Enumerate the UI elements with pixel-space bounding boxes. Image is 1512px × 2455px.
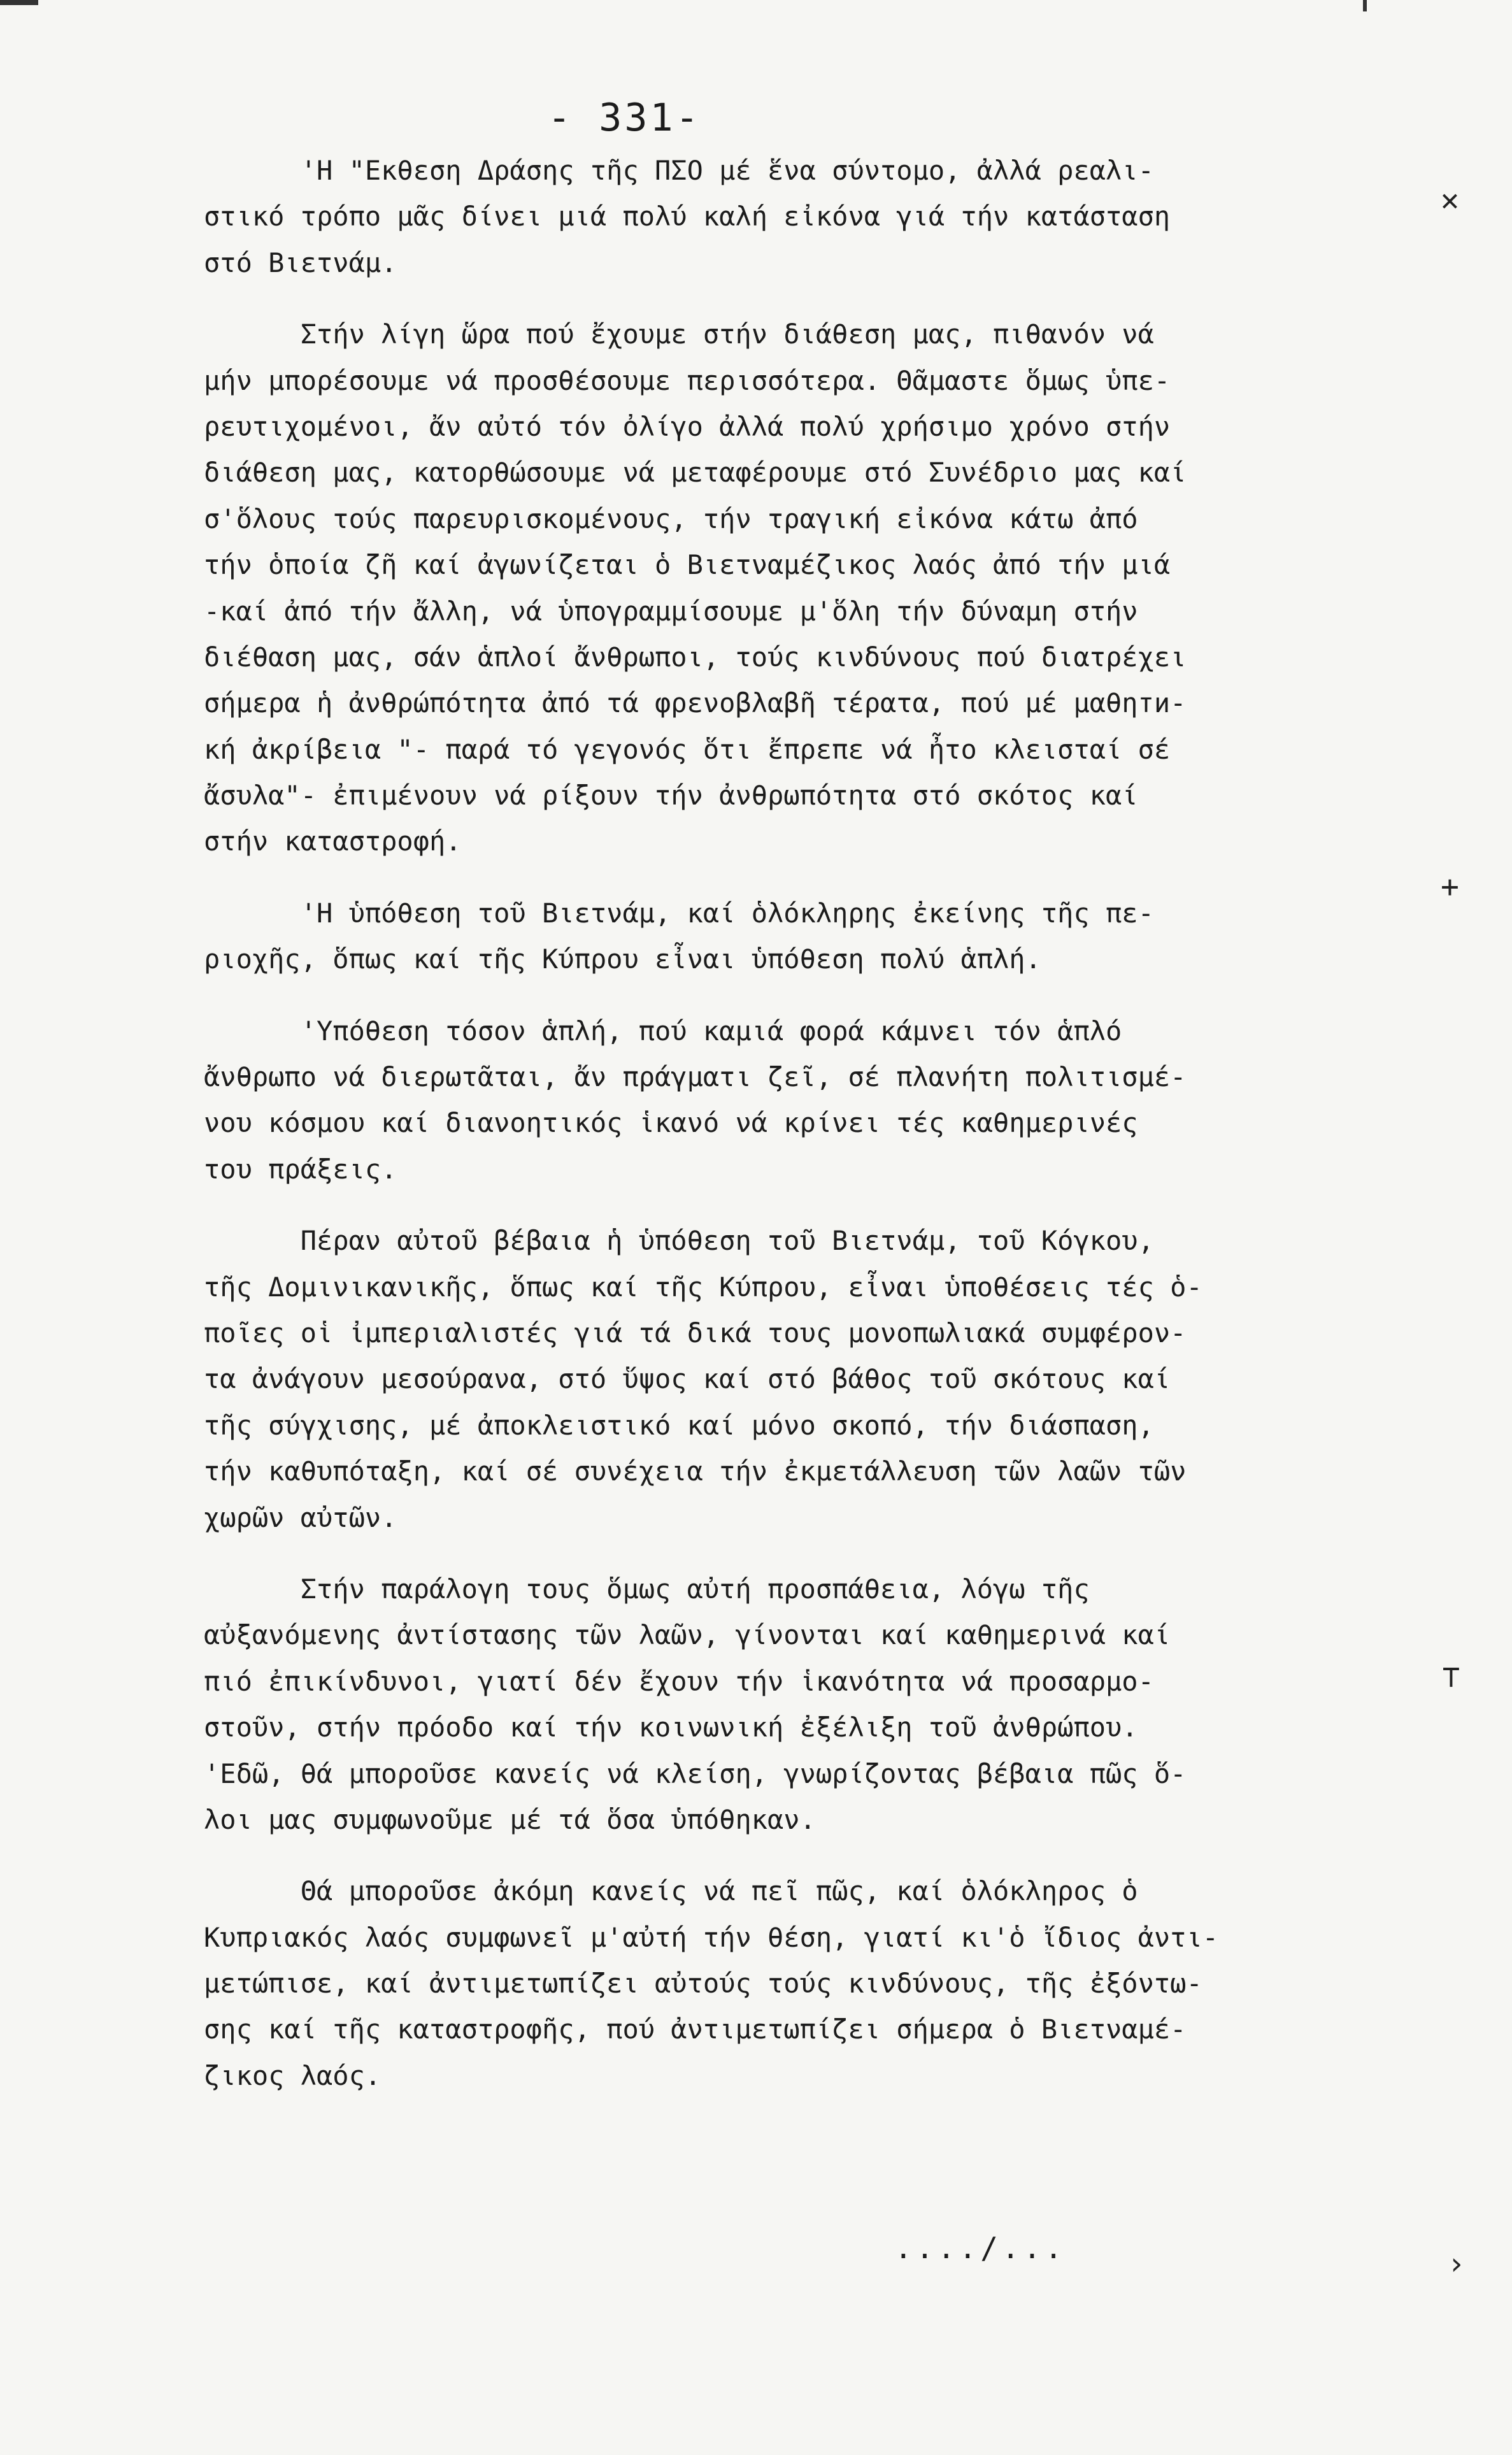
text-line: λοι μας συμφωνοῦμε μέ τά ὅσα ὑπόθηκαν.	[204, 1803, 816, 1835]
text-line: τήν ὁποία ζῆ καί ἀγωνίζεται ὁ Βιετναμέζικος λαός ἀπό τήν μιά	[204, 549, 1171, 581]
paragraph	[204, 1566, 1299, 1843]
text-line: διάθεση μας, κατορθώσουμε νά μεταφέρουμε στό Συνέδριο μας καί	[204, 457, 1187, 489]
text-line: 'Υπόθεση τόσον ἁπλή, πού καμιά φορά κάμνει τόν ἁπλό	[204, 1015, 1122, 1047]
paragraph-gap	[204, 983, 1299, 1008]
text-line: τήν καθυπόταξη, καί σέ συνέχεια τήν ἐκμετάλλευση τῶν λαῶν τῶν	[204, 1456, 1187, 1487]
scan-edge-mark	[0, 0, 38, 5]
paragraph	[204, 311, 1299, 865]
text-line: Στήν παράλογη τους ὅμως αὐτή προσπάθεια, λόγω τῆς	[204, 1573, 1090, 1605]
text-line: 'Η "Εκθεση Δράσης τῆς ΠΣΟ μέ ἕνα σύντομο, ἀλλά ρεαλι-	[204, 155, 1154, 186]
paragraph	[204, 1008, 1299, 1193]
paragraph-gap	[204, 865, 1299, 891]
paragraph	[204, 1218, 1299, 1541]
text-line: ρευτιχομένοι, ἄν αὐτό τόν ὀλίγο ἀλλά πολύ χρήσιμο χρόνο στήν	[204, 410, 1171, 442]
margin-mark: ⊤	[1442, 1659, 1460, 1694]
text-line: 'Η ὑπόθεση τοῦ Βιετνάμ, καί ὁλόκληρης ἐκείνης τῆς πε-	[204, 897, 1154, 929]
text-line: 'Εδῶ, θά μποροῦσε κανείς νά κλείση, γνωρίζοντας βέβαια πῶς ὅ-	[204, 1757, 1187, 1789]
text-line: σης καί τῆς καταστροφῆς, πού ἀντιμετωπίζει σήμερα ὁ Βιετναμέ-	[204, 2014, 1187, 2045]
text-line: Θά μποροῦσε ἀκόμη κανείς νά πεῖ πῶς, καί ὁλόκληρος ὁ	[204, 1875, 1138, 1907]
text-line: σήμερα ἡ ἀνθρώπότητα ἀπό τά φρενοβλαβῆ τέρατα, πού μέ μαθηти-	[204, 687, 1187, 719]
text-line: Πέραν αὐτοῦ βέβαια ἡ ὑπόθεση τοῦ Βιετνάμ, τοῦ Κόγκου,	[204, 1225, 1154, 1257]
text-line: σ'ὅλους τούς παρευρισκομένους, τήν τραγική εἰκόνα κάτω ἀπό	[204, 503, 1138, 534]
margin-mark: ✕	[1441, 182, 1459, 218]
text-line: αὐξανόμενης ἀντίστασης τῶν λαῶν, γίνονται καί καθημερινά καί	[204, 1619, 1171, 1651]
text-line: Στήν λίγη ὥρα πού ἔχουμε στήν διάθεση μας, πιθανόν νά	[204, 319, 1154, 350]
document-body	[204, 148, 1299, 2099]
margin-mark: +	[1441, 869, 1459, 905]
text-line: ἄσυλα"- ἐπιμένουν νά ρίξουν τήν ἀνθρωπότητα στό σκότος καί	[204, 780, 1138, 812]
text-line: -καί ἀπό τήν ἄλλη, νά ὑπογραμμίσουμε μ'ὅλη τήν δύναμη στήν	[204, 595, 1138, 627]
scan-edge-mark	[1363, 0, 1367, 11]
text-line: διέθαση μας, σάν ἁπλοί ἄνθρωποι, τούς κινδύνους πού διατρέχει	[204, 641, 1187, 673]
text-line: τῆς Δομινικανικῆς, ὅπως καί τῆς Κύπρου, εἶναι ὑποθέσεις τές ὁ-	[204, 1271, 1202, 1303]
paragraph-gap	[204, 1843, 1299, 1868]
text-line: τῆς σύγχισης, μέ ἀποκλειστικό καί μόνο σκοπό, τήν διάσπαση,	[204, 1409, 1154, 1441]
paragraph	[204, 148, 1299, 286]
paragraph-gap	[204, 1541, 1299, 1566]
text-line: πιό ἐπικίνδυνοι, γιατί δέν ἔχουν τήν ἱκανότητα νά προσαρμο-	[204, 1665, 1154, 1697]
text-line: στό Βιετνάμ.	[204, 247, 397, 278]
text-line: Κυπριακός λαός συμφωνεῖ μ'αὐτή τήν θέση, γιατί κι'ὁ ἴδιος ἀντι-	[204, 1921, 1219, 1953]
text-line: ριοχῆς, ὅπως καί τῆς Κύπρου εἶναι ὑπόθεση πολύ ἁπλή.	[204, 943, 1041, 975]
text-line: νου κόσμου καί διανοητικός ἱκανό νά κρίνει τές καθημερινές	[204, 1107, 1138, 1139]
text-line: ἄνθρωπο νά διερωτᾶται, ἄν πράγματι ζεῖ, σέ πλανήτη πολιτισμέ-	[204, 1061, 1187, 1093]
text-line: μήν μπορέσουμε νά προσθέσουμε περισσότερα. Θᾶμαστε ὅμως ὑπε-	[204, 364, 1171, 396]
text-line: μετώπισε, καί ἀντιμετωπίζει αὐτούς τούς κινδύνους, τῆς ἐξόντω-	[204, 1968, 1202, 2000]
text-line: ποῖες οἱ ἰμπεριαλιστές γιά τά δικά τους μονοπωλιακά συμφέρον-	[204, 1317, 1187, 1349]
paragraph-gap	[204, 286, 1299, 311]
paragraph	[204, 1868, 1299, 2099]
text-line: χωρῶν αὐτῶν.	[204, 1501, 397, 1533]
text-line: του πράξεις.	[204, 1153, 397, 1185]
paragraph	[204, 891, 1299, 983]
text-line: στοῦν, στήν πρόοδο καί τήν κοινωνική ἐξέλιξη τοῦ ἀνθρώπου.	[204, 1712, 1138, 1743]
text-line: στικό τρόπο μᾶς δίνει μιά πολύ καλή εἰκόνα γιά τήν κατάσταση	[204, 201, 1171, 233]
text-line: ζικος λαός.	[204, 2059, 382, 2091]
text-line: κή ἀκρίβεια "- παρά τό γεγονός ὅτι ἔπρεπε νά ἦτο κλεισταί σέ	[204, 733, 1171, 765]
continuation-mark: ..../...	[894, 2231, 1066, 2265]
margin-mark: ›	[1447, 2246, 1466, 2282]
paragraph-gap	[204, 1192, 1299, 1218]
text-line: τα ἀνάγουν μεσούρανα, στό ὕψος καί στό βάθος τοῦ σκότους καί	[204, 1363, 1171, 1395]
text-line: στήν καταστροφή.	[204, 826, 462, 857]
page-number: - 331-	[548, 96, 701, 140]
